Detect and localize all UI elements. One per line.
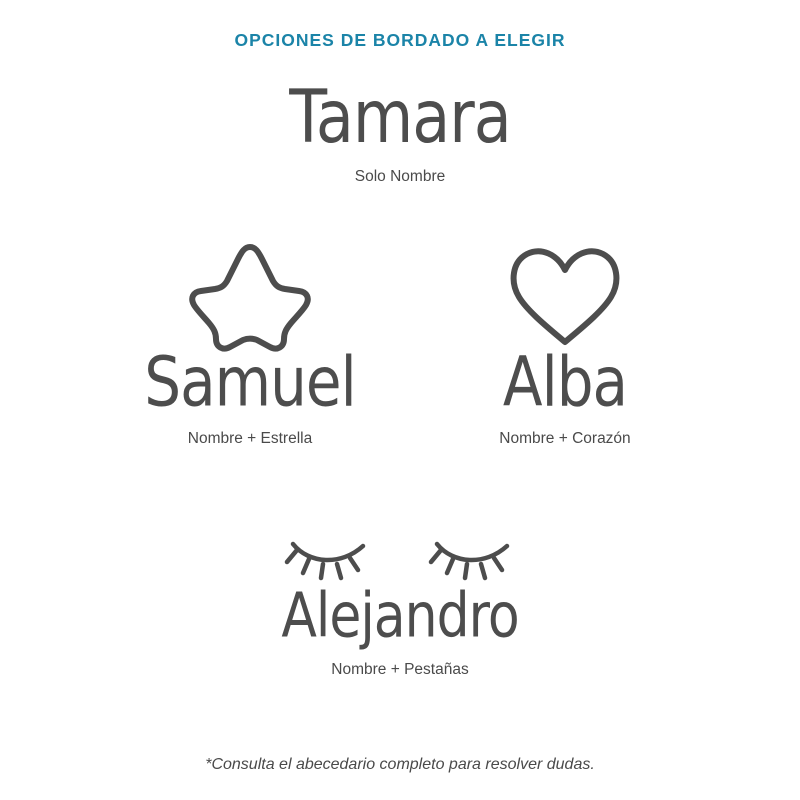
star-icon: [187, 239, 313, 357]
option-name-text: Alba: [502, 341, 628, 422]
star-glyph-container: [80, 238, 420, 358]
option-solo-nombre: [0, 73, 800, 186]
heart-icon: [506, 242, 624, 354]
heart-glyph-container: [400, 238, 730, 358]
option-nombre-corazon: [400, 238, 730, 448]
option-nombre-estrella: [80, 238, 420, 448]
option-name-text: Alejandro: [281, 580, 519, 652]
option-name-text: Tamara: [289, 73, 511, 160]
footnote-text: *Consulta el abecedario completo para resolver dudas.: [205, 756, 595, 773]
page-title: OPCIONES DE BORDADO A ELEGIR: [234, 30, 566, 50]
option-caption: Nombre + Corazón: [499, 430, 631, 447]
option-caption: Nombre + Estrella: [187, 430, 313, 447]
option-name-text: Samuel: [144, 341, 356, 422]
option-caption: Nombre + Pestañas: [331, 661, 469, 678]
option-caption: Solo Nombre: [354, 168, 446, 185]
eyelashes-icon: [275, 520, 525, 590]
option-nombre-pestanas: [0, 515, 800, 679]
